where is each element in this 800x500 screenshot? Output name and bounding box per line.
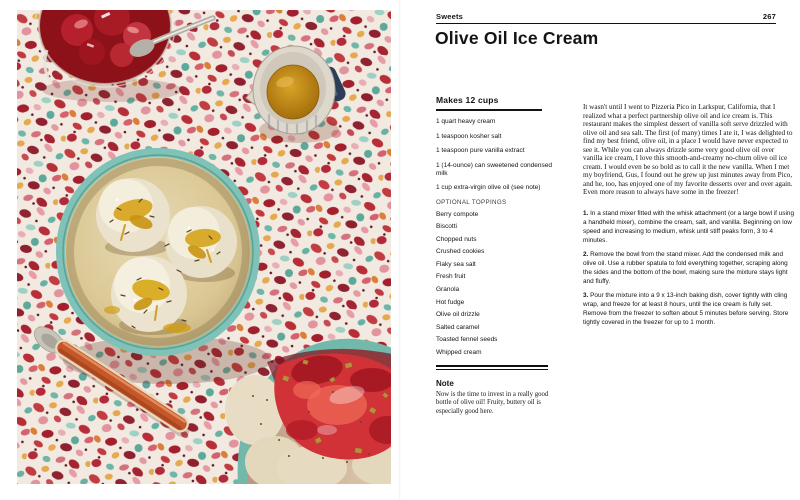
topping-item: Salted caramel — [436, 323, 480, 331]
ingredient-item: 1 teaspoon pure vanilla extract — [436, 147, 525, 154]
food-photo — [17, 10, 391, 484]
yield-underline — [436, 109, 542, 112]
ingredient-item: 1 teaspoon kosher salt — [436, 132, 502, 140]
steps-list — [583, 210, 794, 328]
section-label: Sweets — [436, 12, 464, 21]
ingredient-item: 1 cup extra-virgin olive oil (see note) — [436, 184, 541, 191]
topping-item: Fresh fruit — [436, 273, 466, 281]
recipe-step: 3. Pour the mixture into a 9 x 13-inch baking dish, cover tightly with cling wrap, and freeze for at least 8 hours, until the ice cream is fully set. Remove from the freezer to soften about 5 minutes before serving. Store tightly covered in the freezer for up to 1 month. — [583, 292, 789, 326]
topping-item: Berry compote — [436, 210, 479, 218]
topping-item: Granola — [436, 286, 460, 294]
topping-item: Olive oil drizzle — [436, 311, 480, 319]
ingredients-list — [436, 118, 556, 192]
ingredient-item: 1 (14-ounce) can sweetened condensed milk — [436, 161, 552, 177]
page-number: 267 — [762, 12, 776, 21]
topping-item: Biscotti — [436, 223, 457, 231]
topping-item: Flaky sea salt — [436, 260, 476, 268]
note-divider — [436, 365, 548, 370]
method-column — [583, 103, 794, 333]
topping-item: Toasted fennel seeds — [436, 336, 498, 344]
recipe-step: 1. In a stand mixer fitted with the whisk attachment (or a large bowl if using a handheld mixer), combine the cream, salt, and vanilla. Beginning on low speed and increasing to medium, whisk until stiff peaks form, 3 to 4 minutes. — [583, 210, 795, 244]
ingredients-column — [436, 95, 556, 416]
recipe-step: 2. Remove the bowl from the stand mixer. Add the condensed milk and olive oil. Use a rubber spatula to fold everything together, scraping along the sides and the bottom of the bowl, making sure the mixture stays light and fluffy. — [583, 251, 788, 285]
left-page — [17, 10, 391, 484]
topping-item: Whipped cream — [436, 349, 482, 357]
topping-item: Hot fudge — [436, 298, 465, 306]
topping-item: Chopped nuts — [436, 235, 477, 243]
intro-paragraph: It wasn't until I went to Pizzeria Pico in Larkspur, California, that I realized what a perfect partnership olive oil and ice cream is. This restaurant makes the simplest dessert of vanilla soft serve drizzled with olive oil and sea salt. The first (of many) times I ate it, I was delighted to find my best friend, olive oil, in a place I would have never expected to see it. While you can always drizzle some very good olive oil over vanilla ice cream, I love this smooth-and-creamy no-churn olive oil ice cream. I would even be so bold as to call it the new vanilla. When I met my boyfriend, Gus, I found out he grew up just minutes away from Pico, and he, too, has enjoyed one of my favorite desserts over and over again. Even more reason to always have some in the freezer! — [583, 103, 793, 197]
header-rule — [436, 23, 776, 24]
right-page — [400, 0, 800, 500]
topping-item: Crushed cookies — [436, 248, 485, 256]
recipe-title: Olive Oil Ice Cream — [435, 28, 599, 48]
note-label: Note — [436, 379, 454, 389]
optional-toppings-list — [436, 211, 556, 358]
note-text: Now is the time to invest in a really good bottle of olive oil! Fruity, buttery oil is especially good here. — [436, 390, 549, 415]
optional-toppings-label: OPTIONAL TOPPINGS — [436, 198, 507, 206]
running-head — [436, 12, 776, 21]
ingredient-item: 1 quart heavy cream — [436, 118, 496, 125]
yield-label: Makes 12 cups — [436, 95, 499, 105]
